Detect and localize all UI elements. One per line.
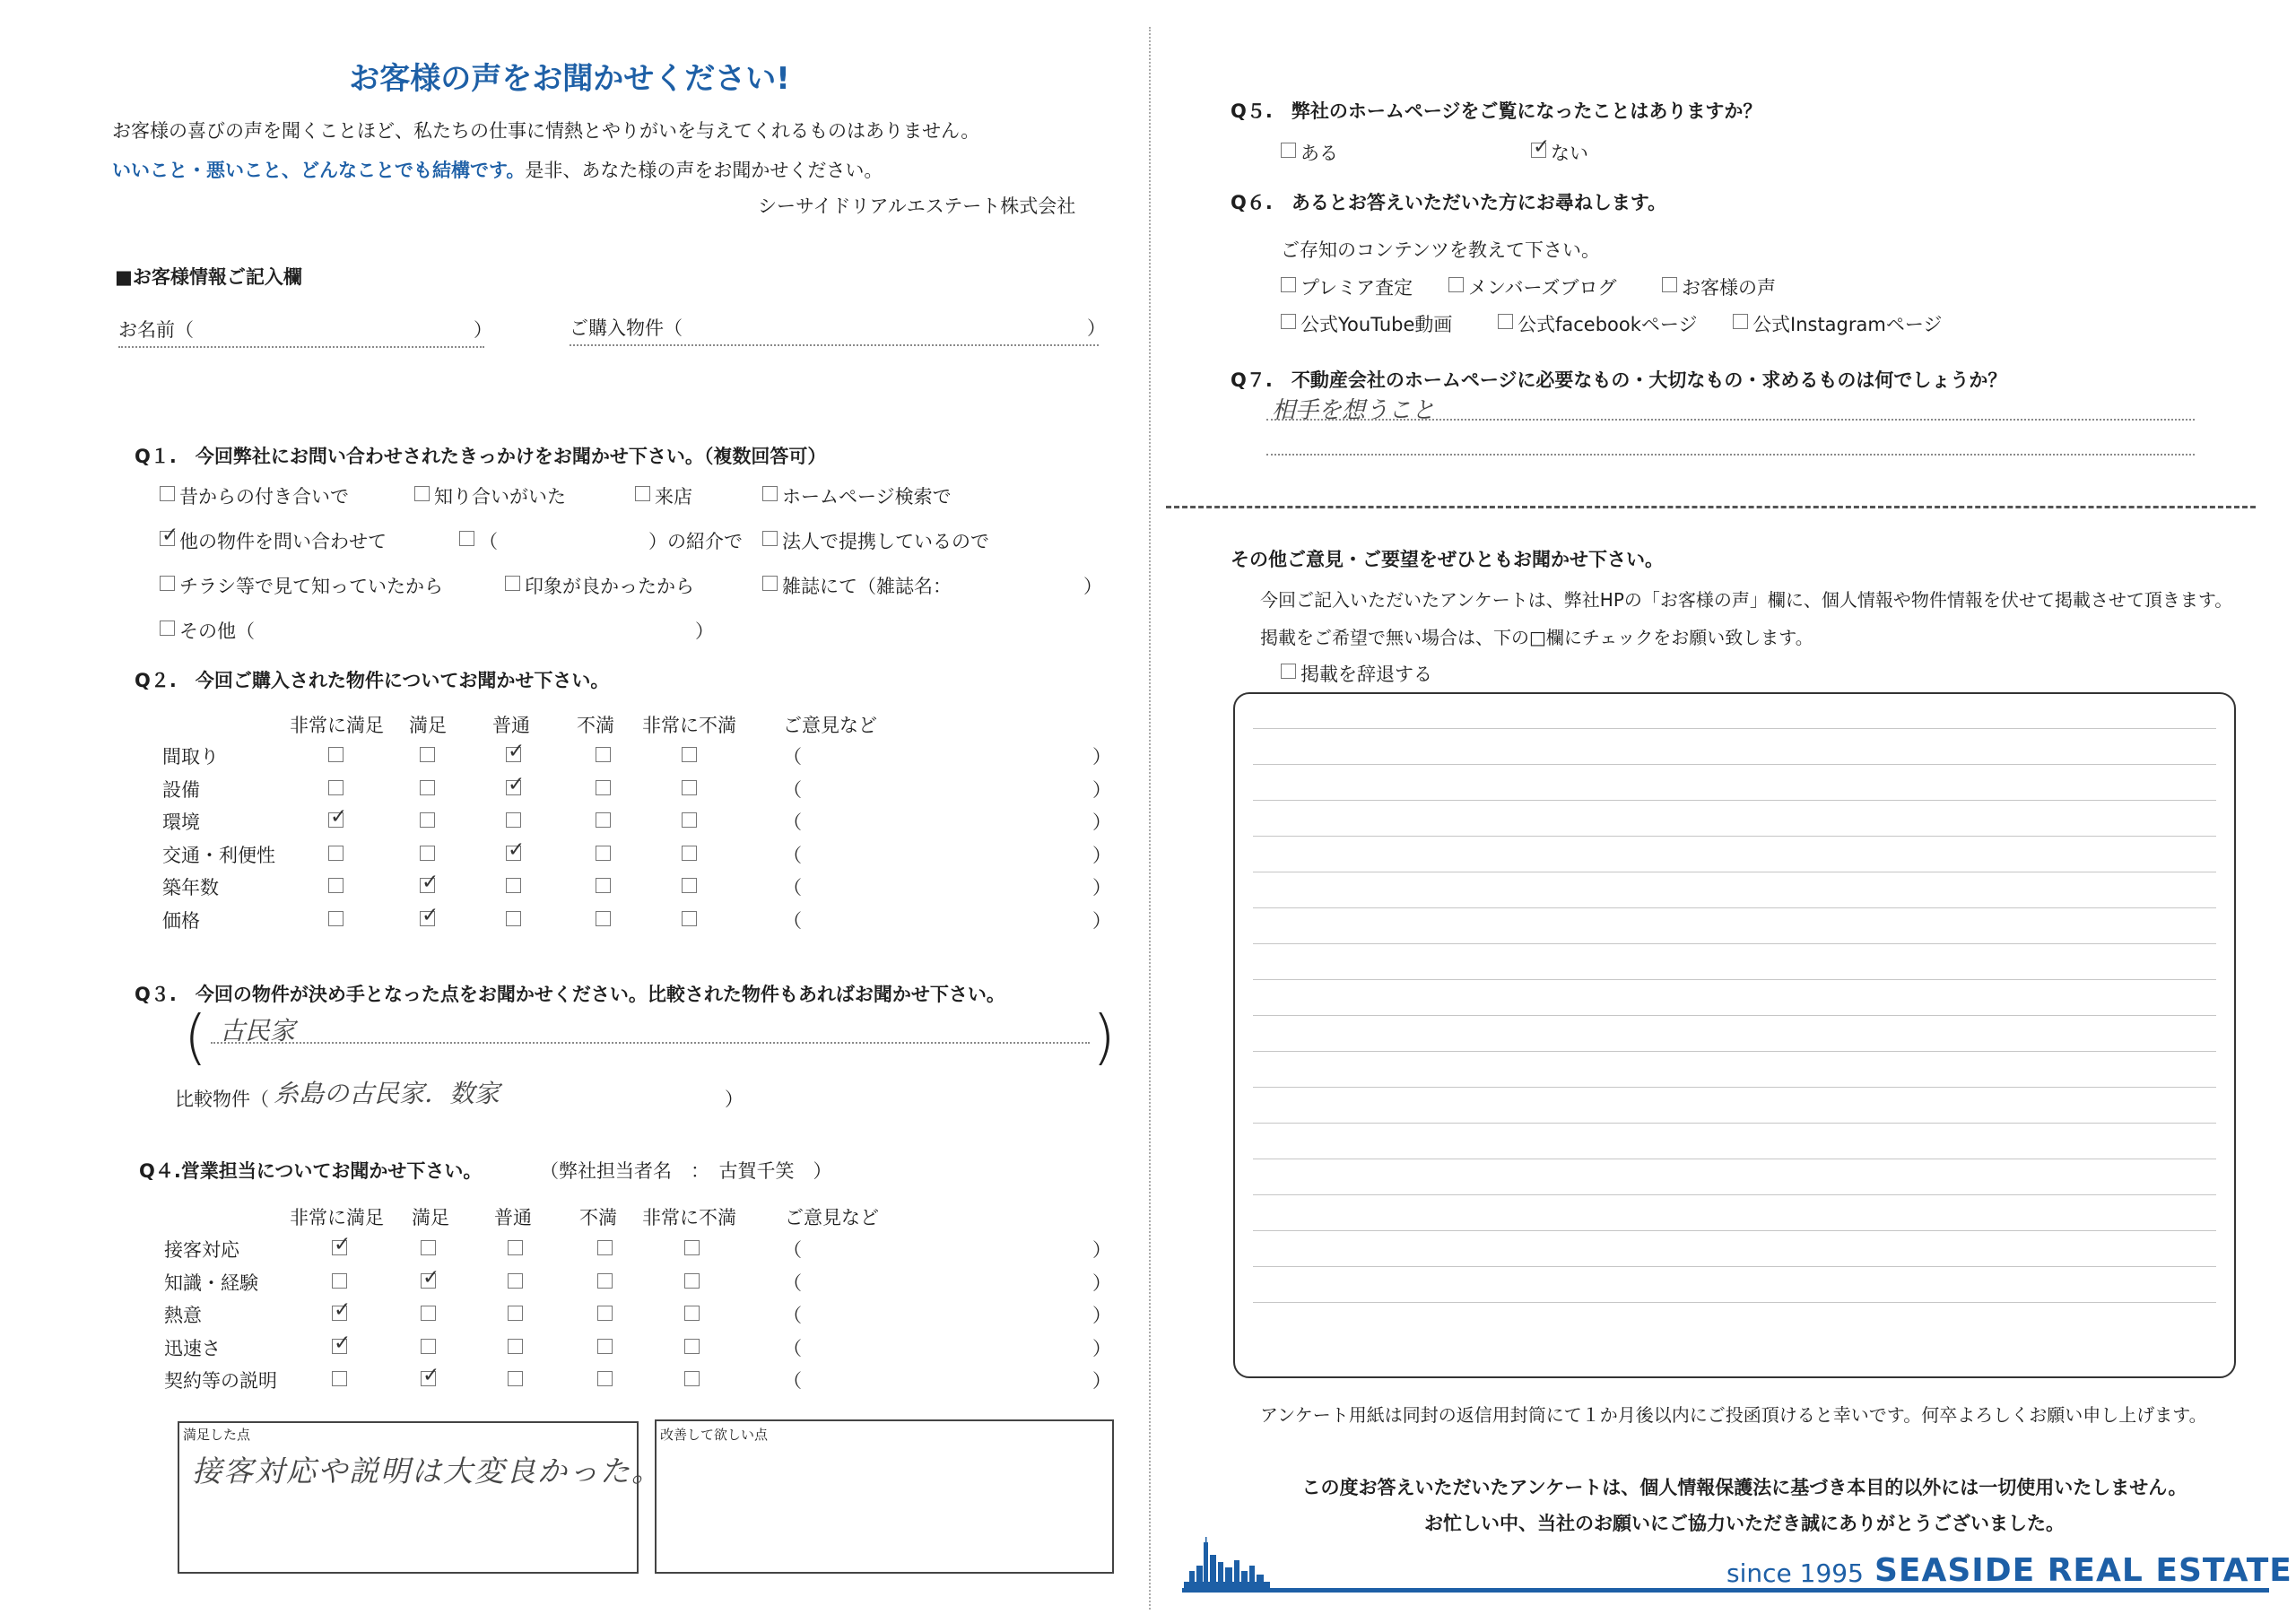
rating-checkbox-checked[interactable]: [420, 878, 435, 893]
q5-option[interactable]: ある: [1281, 139, 1338, 166]
rating-checkbox[interactable]: [508, 1240, 523, 1255]
rating-checkbox[interactable]: [328, 747, 344, 762]
q4-col-header: 非常に満足: [290, 1207, 384, 1228]
satisfied-answer: 接客対応や説明は大変良かった。: [192, 1454, 663, 1488]
q4-col-header: 非常に不満: [642, 1207, 736, 1228]
rating-checkbox-checked[interactable]: [506, 780, 521, 795]
property-field[interactable]: [570, 344, 1099, 346]
rating-checkbox[interactable]: [332, 1371, 347, 1386]
rating-checkbox[interactable]: [506, 911, 521, 926]
opinion-textarea[interactable]: [1233, 692, 2236, 1378]
section-divider: [1166, 506, 2256, 508]
q1-magazine-close: ）: [1083, 576, 1102, 597]
q2-row-label: 環境: [162, 812, 200, 833]
q1-option[interactable]: 知り合いがいた: [414, 482, 566, 509]
comment-close-paren: ）: [1092, 1337, 1111, 1359]
q2-col-header: 普通: [492, 715, 530, 736]
rating-checkbox-checked[interactable]: [332, 1240, 347, 1255]
q6-option[interactable]: 公式Instagramページ: [1733, 310, 1942, 337]
q6-option[interactable]: 公式facebookページ: [1498, 310, 1698, 337]
rating-checkbox-checked[interactable]: [332, 1339, 347, 1354]
q7-title: Q７. 不動産会社のホームページに必要なもの・大切なもの・求めるものは何でしょうか？: [1231, 369, 2007, 391]
q6-option[interactable]: 公式YouTube動画: [1281, 310, 1452, 337]
comment-open-paren: （: [783, 1305, 802, 1326]
checkbox[interactable]: [762, 576, 778, 591]
q2-row-label: 築年数: [162, 877, 219, 898]
intro-rest: 是非、あなた様の声をお聞かせください。: [525, 160, 883, 181]
checkbox[interactable]: [1662, 277, 1677, 292]
comment-open-paren: （: [783, 877, 802, 898]
q6-option[interactable]: メンバーズブログ: [1448, 273, 1616, 300]
comment-close-paren: ）: [1092, 778, 1111, 801]
q1-option[interactable]: 来店: [635, 482, 692, 509]
opinion-ruled-line: [1253, 1015, 2216, 1016]
q4-col-header: 満足: [412, 1207, 449, 1228]
q2-row-label: 価格: [162, 909, 200, 932]
rating-checkbox[interactable]: [421, 1339, 436, 1354]
q7-line-2[interactable]: [1266, 454, 2195, 456]
rating-checkbox[interactable]: [684, 1306, 700, 1321]
q2-col-header: 不満: [577, 715, 614, 736]
opinion-ruled-line: [1253, 836, 2216, 837]
name-field[interactable]: [118, 346, 484, 348]
rating-checkbox[interactable]: [684, 1240, 700, 1255]
checkbox[interactable]: [762, 486, 778, 501]
rating-checkbox[interactable]: [682, 911, 697, 926]
customer-section-title: ■お客様情報ご記入欄: [115, 266, 302, 288]
return-note: アンケート用紙は同封の返信用封筒にて１か月後以内にご投函頂けると幸いです。何卒よろしくお願い申し上げます。: [1260, 1404, 2207, 1426]
rating-checkbox[interactable]: [597, 1240, 613, 1255]
q4-col-header: ご意見など: [785, 1207, 879, 1228]
rating-checkbox[interactable]: [328, 780, 344, 795]
rating-checkbox[interactable]: [597, 1273, 613, 1289]
opinion-ruled-line: [1253, 1051, 2216, 1052]
comment-open-paren: （: [783, 812, 802, 833]
rating-checkbox[interactable]: [682, 846, 697, 861]
rating-checkbox[interactable]: [596, 780, 611, 795]
comment-close-paren: ）: [1092, 1271, 1111, 1294]
q4-row-label: 迅速さ: [164, 1337, 221, 1359]
rating-checkbox-checked[interactable]: [421, 1273, 436, 1289]
rating-checkbox-checked[interactable]: [328, 812, 344, 828]
satisfied-box[interactable]: [178, 1421, 663, 1574]
q6-option[interactable]: お客様の声: [1662, 273, 1776, 300]
rating-checkbox-checked[interactable]: [332, 1306, 347, 1321]
header-title: お客様の声をお聞かせください!: [349, 61, 790, 97]
name-close: ）: [474, 319, 492, 341]
rating-checkbox-checked[interactable]: [506, 747, 521, 762]
comment-open-paren: （: [783, 778, 802, 801]
checkbox[interactable]: [1448, 277, 1464, 292]
opinion-ruled-line: [1253, 764, 2216, 765]
q3-answer: 古民家: [220, 1016, 296, 1046]
rating-checkbox[interactable]: [682, 878, 697, 893]
q2-title: Q２. 今回ご購入された物件についてお聞かせ下さい。: [135, 670, 610, 691]
rating-checkbox-checked[interactable]: [506, 846, 521, 861]
rating-checkbox[interactable]: [508, 1339, 523, 1354]
q4-col-header: 不満: [579, 1207, 617, 1228]
q1-option[interactable]: チラシ等で見て知っていたから: [160, 572, 443, 599]
q3-title: Q３. 今回の物件が決め手となった点をお聞かせください。比較された物件もあればお聞かせ下さい。: [135, 984, 1005, 1005]
rating-checkbox[interactable]: [597, 1306, 613, 1321]
q6-title: Q６. あるとお答えいただいた方にお尋ねします。: [1231, 192, 1667, 213]
q2-row-label: 間取り: [162, 746, 219, 768]
rating-checkbox[interactable]: [328, 846, 344, 861]
checkbox[interactable]: [459, 531, 474, 546]
rating-checkbox[interactable]: [597, 1371, 613, 1386]
rating-checkbox[interactable]: [421, 1240, 436, 1255]
opinion-ruled-line: [1253, 943, 2216, 944]
company-name: シーサイドリアルエステート株式会社: [758, 195, 1076, 217]
comment-close-paren: ）: [1092, 844, 1111, 866]
q5-title: Q５. 弊社のホームページをご覧になったことはありますか？: [1231, 100, 1762, 122]
comment-open-paren: （: [783, 1337, 802, 1359]
q2-col-header: 非常に不満: [642, 715, 736, 736]
rating-checkbox[interactable]: [506, 878, 521, 893]
property-close: ）: [1087, 317, 1106, 339]
q3-answer-line: [211, 1042, 1090, 1044]
q7-line-1[interactable]: [1266, 419, 2195, 421]
q4-row-label: 知識・経験: [164, 1271, 258, 1294]
rating-checkbox[interactable]: [684, 1371, 700, 1386]
privacy-note: この度お答えいただいたアンケートは、個人情報保護法に基づき本目的以外には一切使用いたしません。: [1301, 1477, 2187, 1498]
rating-checkbox-checked[interactable]: [421, 1371, 436, 1386]
opinion-ruled-line: [1253, 1123, 2216, 1124]
rating-checkbox[interactable]: [508, 1371, 523, 1386]
q6-sub: ご存知のコンテンツを教えて下さい。: [1281, 239, 1600, 261]
brand-since: since 1995: [1726, 1558, 1864, 1588]
checkbox[interactable]: [1498, 314, 1513, 329]
comment-close-paren: ）: [1092, 1239, 1111, 1261]
opinion-ruled-line: [1253, 728, 2216, 729]
rating-checkbox[interactable]: [508, 1306, 523, 1321]
rating-checkbox[interactable]: [420, 812, 435, 828]
intro-line-2: [112, 156, 883, 183]
property-label: ご購入物件（: [570, 317, 683, 339]
q1-option[interactable]: 雑誌にて（雑誌名：: [762, 572, 952, 599]
rating-checkbox[interactable]: [596, 846, 611, 861]
checkbox[interactable]: [762, 531, 778, 546]
q1-other-close: ）: [695, 621, 714, 642]
rating-checkbox[interactable]: [508, 1273, 523, 1289]
rating-checkbox[interactable]: [420, 846, 435, 861]
checkbox[interactable]: [160, 621, 175, 636]
q4-staff: （弊社担当者名 ： 古賀千笑 ）: [540, 1160, 832, 1182]
checkbox[interactable]: [1733, 314, 1748, 329]
rating-checkbox[interactable]: [684, 1273, 700, 1289]
q1-option[interactable]: ホームページ検索で: [762, 482, 952, 509]
checkbox[interactable]: [1281, 314, 1296, 329]
name-label: お名前（: [118, 319, 194, 341]
opinion-text-1: 今回ご記入いただいたアンケートは、弊社HPの「お客様の声」欄に、個人情報や物件情報を伏せて掲載させて頂きます。: [1260, 589, 2233, 611]
rating-checkbox-checked[interactable]: [420, 911, 435, 926]
q1-title: Q１. 今回弊社にお問い合わせされたきっかけをお聞かせ下さい。（複数回答可）: [135, 446, 827, 467]
opinion-ruled-line: [1253, 1087, 2216, 1088]
comment-close-paren: ）: [1092, 746, 1111, 768]
q2-col-header: ご意見など: [783, 715, 877, 736]
q2-row-label: 交通・利便性: [162, 844, 275, 866]
rating-checkbox[interactable]: [420, 747, 435, 762]
rating-checkbox[interactable]: [596, 878, 611, 893]
q2-row-label: 設備: [162, 778, 200, 801]
intro-highlight: いいこと・悪いこと、どんなことでも結構です。: [112, 160, 526, 181]
comment-open-paren: （: [783, 1239, 802, 1261]
comment-open-paren: （: [783, 746, 802, 768]
rating-checkbox[interactable]: [328, 911, 344, 926]
rating-checkbox[interactable]: [506, 812, 521, 828]
opinion-ruled-line: [1253, 907, 2216, 908]
rating-checkbox[interactable]: [596, 747, 611, 762]
q7-answer: 相手を想うこと: [1272, 397, 1436, 424]
rating-checkbox[interactable]: [332, 1273, 347, 1289]
q2-col-header: 非常に満足: [290, 715, 384, 736]
rating-checkbox[interactable]: [684, 1339, 700, 1354]
brand-name: SEASIDE REAL ESTATE: [1874, 1552, 2292, 1589]
q1-option[interactable]: 印象が良かったから: [505, 572, 694, 599]
comment-open-paren: （: [783, 1370, 802, 1392]
rating-checkbox[interactable]: [682, 780, 697, 795]
q1-option[interactable]: ✓ 他の物件を問い合わせて: [160, 527, 387, 554]
q4-row-label: 熱意: [164, 1305, 202, 1326]
q3-close-paren: ): [1092, 1002, 1116, 1072]
q4-col-header: 普通: [494, 1207, 532, 1228]
q1-option[interactable]: （ ）の紹介で: [459, 527, 743, 554]
fold-line: [1149, 27, 1151, 1610]
q3-compare-close: ）: [725, 1089, 744, 1110]
checkbox[interactable]: [160, 576, 175, 591]
comment-close-paren: ）: [1092, 909, 1111, 932]
q4-row-label: 契約等の説明: [164, 1370, 277, 1392]
thanks-note: お忙しい中、当社のお願いにご協力いただき誠にありがとうございました。: [1424, 1513, 2065, 1534]
q1-option[interactable]: 昔からの付き合いで: [160, 482, 349, 509]
q1-option[interactable]: 法人で提携しているので: [762, 527, 989, 554]
checkbox[interactable]: [1281, 143, 1296, 158]
checkbox-checked[interactable]: [1531, 143, 1546, 158]
checkbox[interactable]: [635, 486, 650, 501]
rating-checkbox[interactable]: [682, 812, 697, 828]
checkbox-checked[interactable]: [160, 531, 175, 546]
comment-open-paren: （: [783, 909, 802, 932]
rating-checkbox[interactable]: [421, 1306, 436, 1321]
checkbox[interactable]: [1281, 277, 1296, 292]
checkbox[interactable]: [505, 576, 520, 591]
comment-close-paren: ）: [1092, 877, 1111, 898]
q4-title: Q４.営業担当についてお聞かせ下さい。: [139, 1160, 483, 1182]
opinion-ruled-line: [1253, 979, 2216, 980]
q6-option[interactable]: プレミア査定: [1281, 273, 1413, 300]
rating-checkbox[interactable]: [596, 911, 611, 926]
improve-box[interactable]: [655, 1419, 1114, 1574]
skyline-logo: [1182, 1535, 1272, 1589]
opinion-text-2: 掲載をご希望で無い場合は、下の□欄にチェックをお願い致します。: [1260, 627, 1813, 648]
opinion-title: その他ご意見・ご要望をぜひともお聞かせ下さい。: [1231, 549, 1664, 570]
opinion-ruled-line: [1253, 1230, 2216, 1231]
comment-close-paren: ）: [1092, 1305, 1111, 1326]
opinion-ruled-line: [1253, 1266, 2216, 1267]
rating-checkbox[interactable]: [596, 812, 611, 828]
q3-open-paren: (: [184, 1002, 207, 1072]
comment-close-paren: ）: [1092, 1370, 1111, 1392]
comment-open-paren: （: [783, 844, 802, 866]
intro-line-1: お客様の喜びの声を聞くことほど、私たちの仕事に情熱とやりがいを与えてくれるものはありません。: [112, 120, 980, 142]
q2-col-header: 満足: [409, 715, 447, 736]
opinion-ruled-line: [1253, 800, 2216, 801]
opinion-ruled-line: [1253, 1302, 2216, 1303]
checkbox[interactable]: [160, 486, 175, 501]
rating-checkbox[interactable]: [328, 878, 344, 893]
comment-close-paren: ）: [1092, 812, 1111, 833]
q5-option[interactable]: ✓ ない: [1531, 139, 1588, 166]
satisfied-label: 満足した点: [183, 1427, 251, 1443]
q3-compare-label: 比較物件（: [175, 1089, 269, 1110]
rating-checkbox[interactable]: [597, 1339, 613, 1354]
rating-checkbox[interactable]: [420, 780, 435, 795]
opinion-ruled-line: [1253, 1194, 2216, 1195]
q3-compare-answer: 糸島の古民家．数家: [274, 1079, 500, 1108]
q4-row-label: 接客対応: [164, 1239, 239, 1261]
checkbox[interactable]: [1281, 664, 1296, 679]
checkbox[interactable]: [414, 486, 430, 501]
rating-checkbox[interactable]: [682, 747, 697, 762]
q1-option[interactable]: その他（: [160, 617, 255, 644]
comment-open-paren: （: [783, 1271, 802, 1294]
improve-label: 改善して欲しい点: [660, 1427, 769, 1443]
decline-option[interactable]: 掲載を辞退する: [1281, 660, 1432, 687]
